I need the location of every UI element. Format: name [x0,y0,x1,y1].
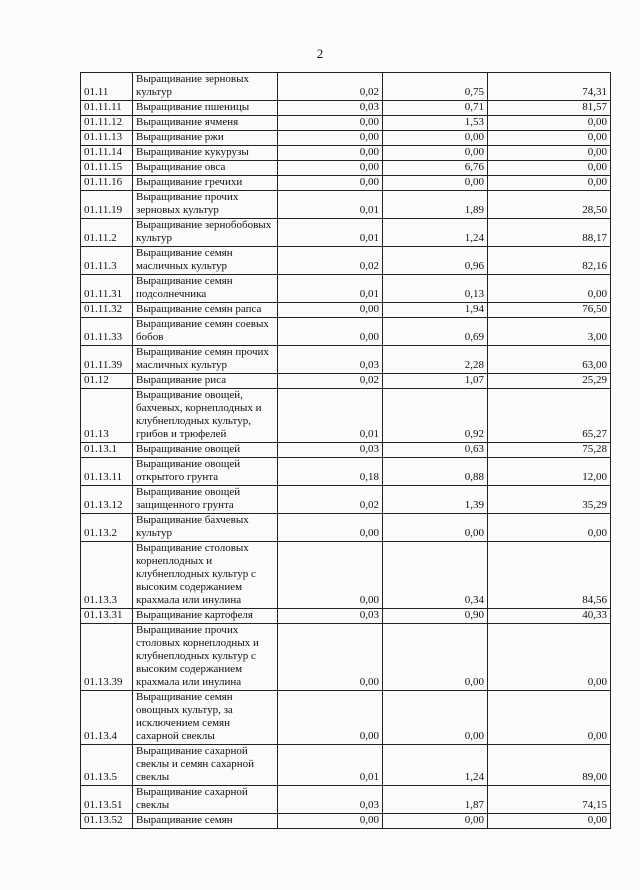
table-row [81,247,611,275]
row-value-2: 1,24 [383,219,488,247]
row-name: Выращивание пшеницы [133,101,278,116]
row-code: 01.11.2 [81,219,133,247]
row-value-3: 81,57 [488,101,611,116]
row-value-3: 63,00 [488,346,611,374]
row-value-3: 0,00 [488,161,611,176]
row-name: Выращивание прочих столовых корнеплодных и клубнеплодных культур с высоким содержанием крахмала или инулина [133,624,278,691]
table-row [81,542,611,609]
row-value-2: 1,07 [383,374,488,389]
row-value-1: 0,03 [278,346,383,374]
row-value-1: 0,02 [278,73,383,101]
row-value-2: 0,92 [383,389,488,443]
row-value-2: 1,87 [383,786,488,814]
row-name: Выращивание овощей, бахчевых, корнеплодных и клубнеплодных культур, грибов и трюфелей [133,389,278,443]
row-value-3: 12,00 [488,458,611,486]
table-row [81,514,611,542]
row-value-3: 3,00 [488,318,611,346]
row-value-1: 0,00 [278,814,383,829]
row-name: Выращивание ячменя [133,116,278,131]
row-value-1: 0,01 [278,389,383,443]
row-code: 01.11.14 [81,146,133,161]
row-code: 01.13.12 [81,486,133,514]
row-value-3: 65,27 [488,389,611,443]
row-value-1: 0,01 [278,745,383,786]
table-row [81,443,611,458]
row-value-1: 0,03 [278,609,383,624]
table-row [81,303,611,318]
row-code: 01.12 [81,374,133,389]
table-row [81,131,611,146]
row-value-2: 0,00 [383,624,488,691]
row-code: 01.13.4 [81,691,133,745]
row-value-3: 88,17 [488,219,611,247]
row-value-1: 0,02 [278,374,383,389]
row-value-2: 1,94 [383,303,488,318]
row-value-2: 2,28 [383,346,488,374]
row-value-3: 35,29 [488,486,611,514]
table-row [81,146,611,161]
row-code: 01.13.5 [81,745,133,786]
row-name: Выращивание семян овощных культур, за исключением семян сахарной свеклы [133,691,278,745]
row-value-3: 40,33 [488,609,611,624]
row-name: Выращивание сахарной свеклы [133,786,278,814]
row-value-1: 0,03 [278,443,383,458]
table-row [81,486,611,514]
row-value-2: 0,69 [383,318,488,346]
row-code: 01.11.32 [81,303,133,318]
row-code: 01.11.31 [81,275,133,303]
table-row [81,219,611,247]
row-value-3: 0,00 [488,176,611,191]
row-name: Выращивание семян соевых бобов [133,318,278,346]
table-row [81,73,611,101]
table-row [81,624,611,691]
row-value-3: 25,29 [488,374,611,389]
row-name: Выращивание сахарной свеклы и семян сахарной свеклы [133,745,278,786]
row-name: Выращивание семян подсолнечника [133,275,278,303]
table-row [81,318,611,346]
row-name: Выращивание овощей защищенного грунта [133,486,278,514]
row-value-3: 82,16 [488,247,611,275]
table-row [81,786,611,814]
row-code: 01.11 [81,73,133,101]
row-code: 01.11.33 [81,318,133,346]
row-value-2: 0,00 [383,691,488,745]
row-code: 01.11.11 [81,101,133,116]
row-value-3: 0,00 [488,624,611,691]
row-name: Выращивание картофеля [133,609,278,624]
row-value-1: 0,03 [278,786,383,814]
row-value-3: 0,00 [488,275,611,303]
row-name: Выращивание бахчевых культур [133,514,278,542]
row-value-2: 0,13 [383,275,488,303]
row-value-1: 0,00 [278,542,383,609]
row-code: 01.13.2 [81,514,133,542]
row-value-3: 28,50 [488,191,611,219]
row-value-2: 0,00 [383,146,488,161]
row-name: Выращивание ржи [133,131,278,146]
row-code: 01.11.3 [81,247,133,275]
row-value-2: 0,00 [383,176,488,191]
row-value-2: 0,00 [383,514,488,542]
row-value-1: 0,01 [278,275,383,303]
table-body [81,73,611,829]
row-value-2: 0,96 [383,247,488,275]
table-row [81,346,611,374]
row-name: Выращивание риса [133,374,278,389]
row-code: 01.13.51 [81,786,133,814]
row-name: Выращивание овощей [133,443,278,458]
table-row [81,389,611,443]
row-name: Выращивание зернобобовых культур [133,219,278,247]
table-row [81,191,611,219]
table-row [81,814,611,829]
row-code: 01.11.15 [81,161,133,176]
row-value-2: 0,00 [383,814,488,829]
row-value-3: 74,15 [488,786,611,814]
row-name: Выращивание гречихи [133,176,278,191]
row-value-3: 84,56 [488,542,611,609]
row-name: Выращивание семян рапса [133,303,278,318]
row-value-1: 0,00 [278,146,383,161]
row-value-2: 6,76 [383,161,488,176]
table-row [81,745,611,786]
row-value-3: 0,00 [488,131,611,146]
table-row [81,101,611,116]
row-value-2: 0,88 [383,458,488,486]
row-value-2: 1,39 [383,486,488,514]
table-row [81,458,611,486]
row-value-3: 89,00 [488,745,611,786]
row-value-1: 0,18 [278,458,383,486]
row-value-3: 75,28 [488,443,611,458]
table-row [81,275,611,303]
row-value-3: 76,50 [488,303,611,318]
row-code: 01.11.39 [81,346,133,374]
row-value-2: 0,63 [383,443,488,458]
row-code: 01.13.11 [81,458,133,486]
row-value-1: 0,00 [278,176,383,191]
row-code: 01.13.31 [81,609,133,624]
row-code: 01.13.52 [81,814,133,829]
row-value-1: 0,00 [278,161,383,176]
row-name: Выращивание кукурузы [133,146,278,161]
row-value-3: 0,00 [488,146,611,161]
row-value-2: 1,89 [383,191,488,219]
row-code: 01.13.39 [81,624,133,691]
row-value-1: 0,00 [278,318,383,346]
row-code: 01.13.3 [81,542,133,609]
row-value-3: 0,00 [488,814,611,829]
row-name: Выращивание овощей открытого грунта [133,458,278,486]
row-value-1: 0,01 [278,219,383,247]
row-value-1: 0,01 [278,191,383,219]
row-value-1: 0,03 [278,101,383,116]
row-name: Выращивание семян прочих масличных культур [133,346,278,374]
row-code: 01.11.19 [81,191,133,219]
table-row [81,161,611,176]
row-value-1: 0,00 [278,116,383,131]
row-value-1: 0,00 [278,624,383,691]
table-row [81,609,611,624]
row-value-1: 0,02 [278,247,383,275]
row-value-1: 0,00 [278,691,383,745]
row-value-3: 74,31 [488,73,611,101]
row-value-2: 0,90 [383,609,488,624]
row-name: Выращивание столовых корнеплодных и клубнеплодных культур с высоким содержанием крахмала или инулина [133,542,278,609]
row-name: Выращивание прочих зерновых культур [133,191,278,219]
row-value-2: 0,75 [383,73,488,101]
data-table [80,72,611,829]
table-row [81,116,611,131]
row-value-1: 0,00 [278,514,383,542]
row-code: 01.13 [81,389,133,443]
row-name: Выращивание зерновых культур [133,73,278,101]
table-row [81,691,611,745]
row-value-3: 0,00 [488,514,611,542]
row-name: Выращивание овса [133,161,278,176]
row-code: 01.13.1 [81,443,133,458]
row-value-2: 0,71 [383,101,488,116]
row-value-2: 1,53 [383,116,488,131]
row-code: 01.11.13 [81,131,133,146]
row-value-1: 0,00 [278,303,383,318]
row-value-2: 0,00 [383,131,488,146]
row-value-1: 0,02 [278,486,383,514]
table-row [81,176,611,191]
row-name: Выращивание семян [133,814,278,829]
page-number: 2 [316,46,324,61]
row-value-2: 0,34 [383,542,488,609]
row-code: 01.11.16 [81,176,133,191]
row-code: 01.11.12 [81,116,133,131]
row-value-2: 1,24 [383,745,488,786]
table-row [81,374,611,389]
row-value-3: 0,00 [488,116,611,131]
row-name: Выращивание семян масличных культур [133,247,278,275]
row-value-1: 0,00 [278,131,383,146]
row-value-3: 0,00 [488,691,611,745]
